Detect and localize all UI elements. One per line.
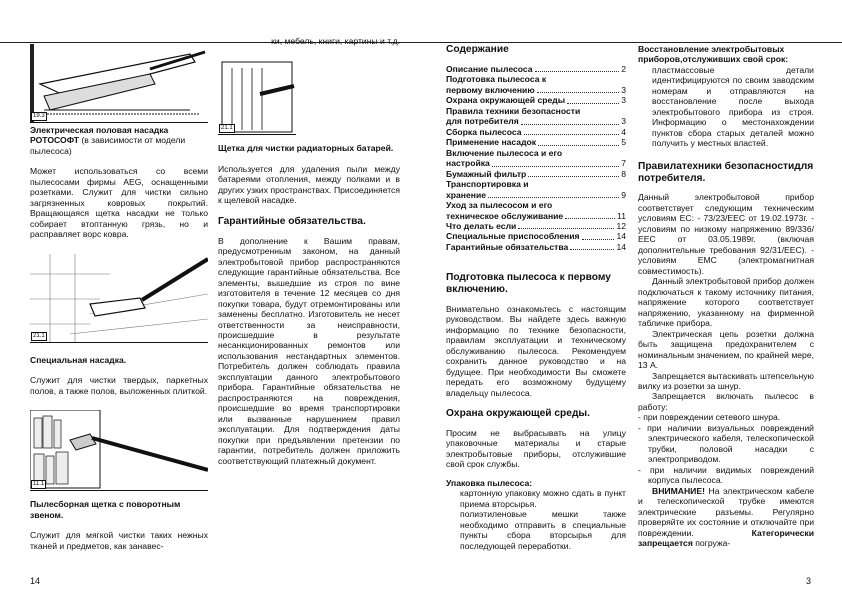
paragraph: ки, мебель, книги, картины и т.д. [271,36,400,46]
toc-item[interactable]: Специальные приспособления 14 [446,231,626,242]
section-heading: Восстановление электробытовых приборов,отслуживших свой срок: [638,44,789,65]
toc-item[interactable]: Бумажный фильтр 8 [446,168,626,179]
page-number-right: 3 [806,576,812,587]
figure-dust-brush [30,410,208,491]
figure-label: 21.1 [31,332,47,341]
toc-item[interactable]: первому включению 3 [446,84,626,95]
special-nozzle-illustration [30,254,208,342]
toc-item[interactable]: хранение 9 [446,189,626,200]
toc-item[interactable]: Охрана окружающей среды 3 [446,95,626,106]
paragraph: Служит для чистки твердых, паркетных полов, а также полов, выложенных плиткой. [30,375,208,396]
left-column-1 [30,44,208,551]
toc-item[interactable]: настройка 7 [446,158,626,169]
paragraph: Запрещается вытаскивать штепсельную вилку из розетки за шнур. [638,370,814,391]
toc-item[interactable]: для потребителя 3 [446,116,626,127]
toc-item[interactable]: Описание пылесоса 2 [446,63,626,74]
paragraph: Данный электробытовой прибор соответствует следующим техническим условиям ЕС: - 73/23/ЕЕС от 19.02.1973г. - условиям по низкому напряжению 89/336/ЕЕС от 03.05.1989г. (включая дополнительные требования 92/31/ЕЕС). - условиям ЕМС (электромагнитная совместимость). [638,192,814,276]
section-heading: Охрана окружающей среды. [446,408,590,420]
paragraph: полиэтиленовые мешки также необходимо отправить в специальные пункты сбора вторсырья для последующей переработки. [460,509,626,551]
paragraph: Запрещается включать пылесос в работу: [638,391,814,412]
toc-item[interactable]: Подготовка пылесоса к [446,74,547,85]
paragraph: Электрическая цепь розетки должна быть защищена предохранителем с номинальным значением, по крайней мере, 13 А. [638,328,814,371]
paragraph: В дополнение к Вашим правам, предусмотренным законом, на данный электробытовой прибор распространяются следующие гарантийные обязательства. Все элементы, вышедшие из строя по вине изготовителя в течение 12 месяцев со дня покупки товара, будут отремонтированы или заменены бесплатно. Изготовитель не несет ответственности за неисправности, происшедшие в результате несанкционированных ремонтов или использования нестандартных элементов. Потребитель должен соблюдать правила эксплуатации данного электробытового прибора. Гарантийные обязательства не распространяются на повреждения, происшедшие во время транспортировки или вызванные нарушением правил эксплуатации. Для подтверждения даты покупки при предъявлении претензии по гарантии, потребитель должен приложить соответствующий платежный документ. [218,235,400,466]
toc-item[interactable]: Гарантийные обязательства 14 [446,241,626,252]
paragraph: Служит для мягкой чистки таких нежных тканей и предметов, как занавес- [30,530,208,551]
paragraph: Данный электробытовой прибор должен подключаться к такому источнику питания, напряжение которого соответствует напряжению, указанному на фирменной табличке прибора. [638,276,814,329]
figure-caption: Электрическая половая насадка РОТОСОФТ (в зависимости от модели пылесоса) [30,125,186,156]
warranty-heading: Гарантийные обязательства. [218,215,366,227]
bullet-item: - при повреждении сетевого шнура. [638,412,781,423]
floor-nozzle-illustration [30,44,208,122]
toc-item[interactable]: Включение пылесоса и его [446,147,563,158]
figure-floor-nozzle [30,44,208,123]
page-number-left: 14 [30,576,41,587]
section-heading: Правилатехники безопасностидля потребителя. [638,160,814,184]
figure-label: 11.1 [31,480,46,489]
paragraph: Используется для удаления пыли между батареями отопления, между полками и в других узких пространствах. Присоединяется к щелевой насадке. [218,163,400,206]
paragraph: Внимательно ознакомьтесь с настоящим руководством. Вы найдете здесь важную информацию по технике безопасности, правилам эксплуатации и техническому обслуживанию пылесоса. Рекомендуем сохранить данное руководство и на будущее. При необходимости Вы сможете передать его возможному будущему владельцу пылесоса. [446,303,626,398]
toc-item[interactable]: Правила техники безопасности [446,105,581,116]
toc-item[interactable]: техническое обслуживание 11 [446,210,626,221]
paragraph: Может использоваться со всеми пылесосами фирмы AEG, оснащенными розетками. Служит для чистки сильно загрязненных ковровых покрытий. Вращающаяся щетка насадки не только собирает втоптанную грязь, но и расправляет ворс ковра. [30,166,208,240]
figure-caption: Пылесборная щетка с поворотным звеном. [30,499,181,520]
bullet-item: - при наличии видимых повреждений корпуса пылесоса. [638,464,814,486]
toc-item[interactable]: Сборка пылесоса 4 [446,126,626,137]
bullet-item: - при наличии визуальных повреждений электрического кабеля, телескопической трубки, половой насадки с электроприводом. [638,422,814,465]
table-of-contents [446,64,626,253]
warning-paragraph: ВНИМАНИЕ! На электрическом кабеле и телескопической трубке имеются электрические разъемы. Регулярно проверяйте их состояние и отключайте при повреждении. Категорически запрещается погружа- [638,485,814,549]
top-divider-line [0,42,842,43]
subheading: Упаковка пылесоса: [446,477,533,488]
figure-label: 21.1 [219,124,235,133]
right-column-4 [638,44,814,549]
toc-item[interactable]: Применение насадок 5 [446,137,626,148]
paragraph: картонную упаковку можно сдать в пункт приема вторсырья. [460,488,626,509]
figure-caption: Щетка для чистки радиаторных батарей. [218,143,394,154]
toc-item[interactable]: Уход за пылесосом и его [446,200,553,211]
section-heading: Подготовка пылесоса к первому включению. [446,272,611,296]
dust-brush-illustration [30,410,208,490]
figure-special-nozzle [30,254,208,343]
contents-heading: Содержание [446,44,509,55]
figure-radiator-brush [218,54,296,135]
radiator-brush-illustration [218,54,296,134]
right-column-3 [446,44,626,551]
figure-label: 19.3 [31,112,47,121]
paragraph: Просим не выбрасывать на улицу упаковочные материалы и старые электробытовые приборы, отслужившие свой срок службы. [446,427,626,470]
left-column-2 [218,36,400,466]
paragraph: пластмассовые детали идентифицируются по своим заводским номерам и отправляются на восстановление после выхода электробытового прибора из строя. Информацию о местонахождении пунктов сбора старых деталей можно получить у местных властей. [652,64,814,149]
toc-item[interactable]: Что делать если 12 [446,220,626,231]
figure-caption: Специальная насадка. [30,354,127,365]
toc-item[interactable]: Транспортировка и [446,179,529,190]
